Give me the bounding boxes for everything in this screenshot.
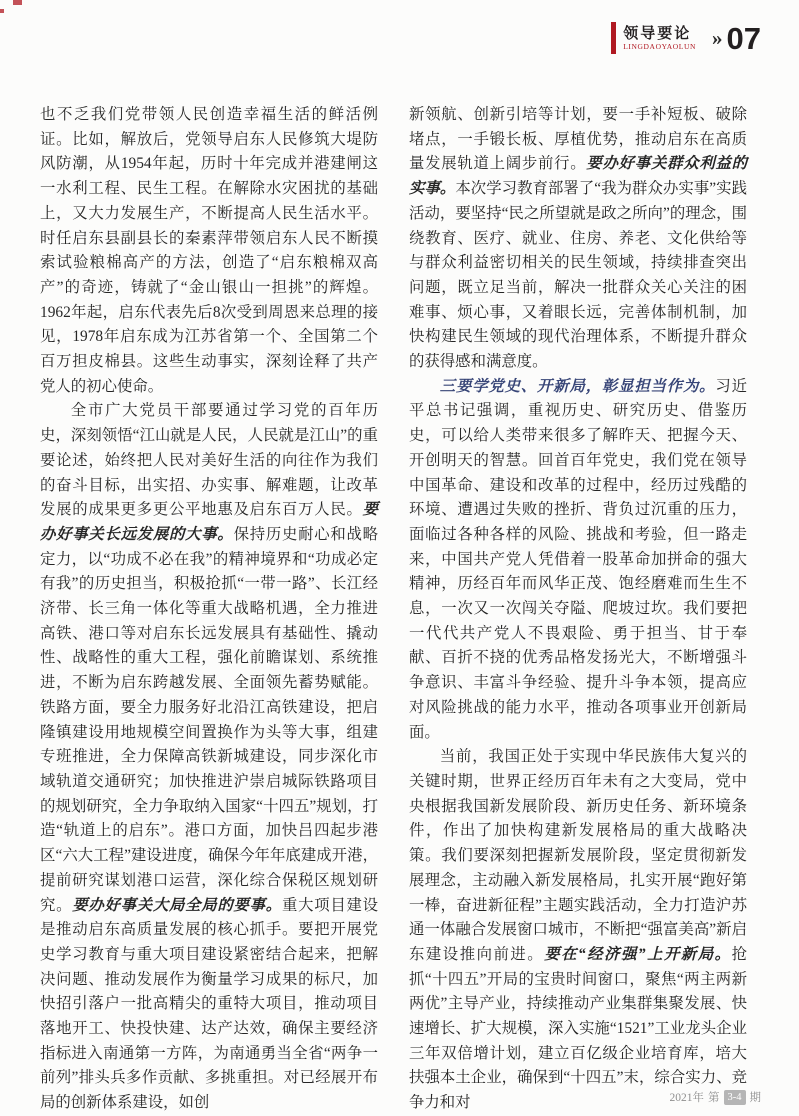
emphasis-run: 三要学党史、开新局，彰显担当作为。 (439, 377, 716, 395)
paragraph (409, 745, 747, 1116)
footer-year: 2021年 (669, 1092, 704, 1104)
emphasis-run: 要办好事关群众利益的实事。 (409, 155, 747, 198)
double-chevron-icon: » (712, 25, 723, 50)
text-run: 本次学习教育部署了“我为群众办实事”实践活动，要坚持“民之所望就是政之所向”的理念，围绕教育、医疗、就业、住房、养老、文化供给等与群众利益密切相关的民生领域，持续排查突出问题，既立足当前，解决一批群众关心关注的困难事、烦心事，又着眼长远，完善体制机制，加快构建民生领域的现代治理体系，不断提升群众的获得感和满意度。 (409, 180, 747, 371)
print-registration-mark (13, 0, 22, 5)
text-run: 习近平总书记强调，重视历史、研究历史、借鉴历史，可以给人类带来很多了解昨天、把握今天、开创明天的智慧。回首百年党史，我们党在领导中国革命、建设和改革的过程中，经历过残酷的环境、遭遇过失败的挫折、背负过沉重的压力，面临过各种各样的风险、挑战和考验，但一路走来，中国共产党人凭借着一股革命加拼命的强大精神，历经百年而风华正茂、饱经磨难而生生不息，一次又一次闯关夺隘、爬坡过坎。我们要把一代代共产党人不畏艰险、勇于担当、甘于奉献、百折不挠的优秀品格发扬光大，不断增强斗争意识、丰富斗争经验、提升斗争本领，提高应对风险挑战的能力水平，推动各项事业开创新局面。 (409, 377, 747, 741)
footer-issue-suffix: 期 (749, 1092, 761, 1104)
paragraph (409, 375, 747, 746)
print-registration-mark (0, 9, 4, 13)
paragraph (409, 103, 747, 375)
text-run: 当前，我国正处于实现中华民族伟大复兴的关键时期，世界正经历百年未有之大变局，党中央根据我国新发展阶段、新历史任务、新环境条件，作出了加快构建新发展格局的重大战略决策。我们要深刻把握新发展阶段，坚定贯彻新发展理念，主动融入新发展格局，扎实开展“跑好第一棒，奋进新征程”主题实践活动，全力打造沪苏通一体融合发展窗口城市，不断把“强富美高”新启东建设推向前进。 (409, 748, 747, 963)
page-number: 07 (726, 20, 761, 56)
section-accent-bar (611, 22, 616, 54)
footer-issue-prefix: 第 (708, 1092, 720, 1104)
text-run: 新领航、创新引培等计划，要一手补短板、破除堵点，一手锻长板、厚植优势，推动启东在高质量发展轨道上阔步前行。 (409, 106, 747, 173)
text-run: 保持历史耐心和战略定力，以“功成不必在我”的精神境界和“功成必定有我”的历史担当，积极抢抓“一带一路”、长江经济带、长三角一体化等重大战略机遇，全力推进高铁、港口等对启东长远发展具有基础性、撬动性、战略性的重大工程，强化前瞻谋划、系统推进，不断为启东跨越发展、全面领先蓄势赋能。铁路方面，要全力服务好北沿江高铁建设，把启隆镇建设用地规模空间置换作为头等大事，组建专班推进，全力保障高铁新城建设，同步深化市域轨道交通研究；加快推进沪崇启城际铁路项目的规划研究，全力争取纳入国家“十四五”规划，打造“轨道上的启东”。港口方面，加快吕四起步港区“六大工程”建设进度，确保今年年底建成开港，提前研究谋划港口运营，深化综合保税区规划研究。 (40, 525, 378, 914)
footer-issue-number: 3-4 (724, 1090, 746, 1105)
text-run: 也不乏我们党带领人民创造幸福生活的鲜活例证。比如，解放后，党领导启东人民修筑大堤防风防潮，从1954年起，历时十年完成并港建闸这一水利工程、民生工程。在解除水灾困扰的基础上，又大力发展生产，不断提高人民生活水平。时任启东县副县长的秦素萍带领启东人民不断摸索试验粮棉高产的方法，创造了“启东粮棉双高产”的奇迹，铸就了“金山银山一担挑”的辉煌。1962年起，启东代表先后8次受到周恩来总理的接见，1978年启东成为江苏省第一个、全国第二个百万担皮棉县。这些生动事实，深刻诠释了共产党人的初心使命。 (40, 106, 378, 395)
text-run: 重大项目建设是推动启东高质量发展的核心抓手。要把开展党史学习教育与重大项目建设紧密结合起来，把解决问题、推动发展作为衡量学习成果的标尺，加快招引落户一批高精尖的重特大项目，推动项目落地开工、快投快建、达产达效，确保主要经济指标进入南通第一方阵，为南通勇当全省“两争一前列”排头兵多作贡献、多挑重担。对已经展开布局的创新体系建设，如创 (40, 896, 378, 1112)
article-body (40, 103, 747, 1116)
left-column (40, 103, 378, 1116)
emphasis-run: 要办好事关长远发展的大事。 (40, 501, 378, 543)
page-footer (670, 1089, 762, 1105)
paragraph (40, 399, 378, 1115)
section-title: 领导要论 (623, 25, 692, 42)
text-run: 抢抓“十四五”开局的宝贵时间窗口，聚焦“两主两新两优”主导产业，持续推动产业集群集聚发展、快速增长、扩大规模，深入实施“1521”工业龙头企业三年双倍增计划，建立百亿级企业培育库，培大扶强本土企业，确保到“十四五”末，综合实力、竞争力和对 (409, 945, 747, 1112)
text-run: 全市广大党员干部要通过学习党的百年历史，深刻领悟“江山就是人民，人民就是江山”的重要论述，始终把人民对美好生活的向往作为我们的奋斗目标，出实招、办实事、解难题，让改革发展的成果更多更公平地惠及启东百万人民。 (40, 402, 378, 519)
emphasis-run: 要办好事关大局全局的要事。 (72, 896, 282, 914)
page-header (611, 22, 761, 54)
section-title-pinyin: LINGDAOYAOLUN (623, 42, 697, 51)
paragraph (40, 103, 378, 399)
right-column (409, 103, 747, 1116)
section-title-block (623, 25, 696, 51)
emphasis-run: 要在“经济强”上开新局。 (544, 945, 732, 963)
